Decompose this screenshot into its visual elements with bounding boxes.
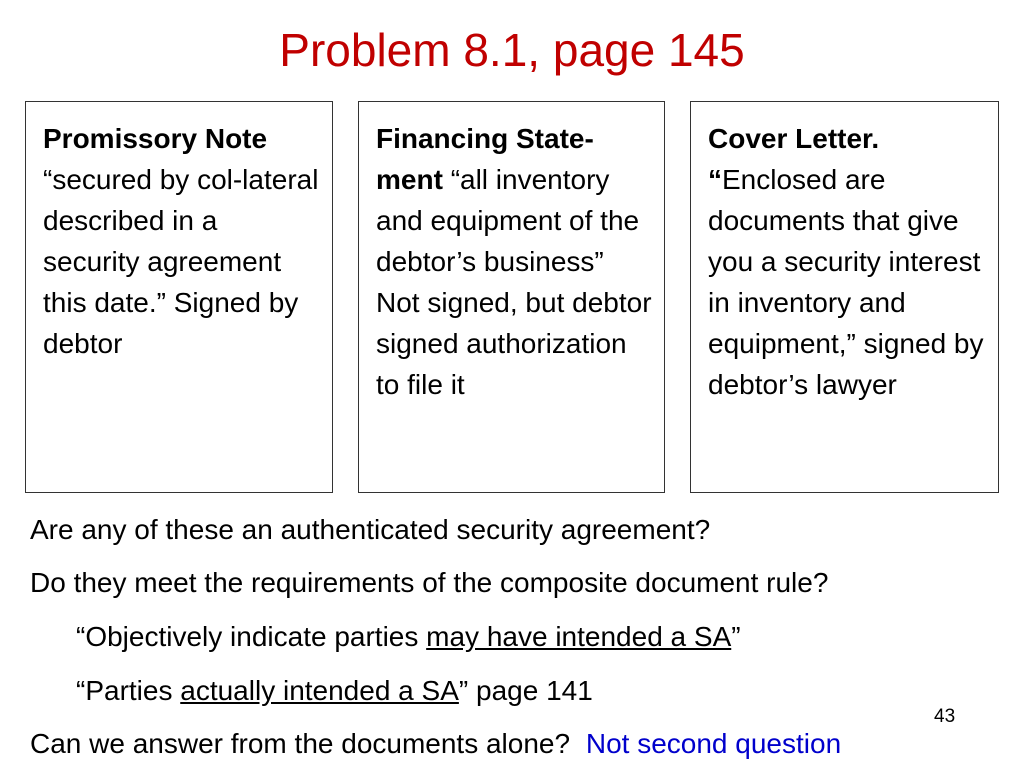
cover-letter-box	[690, 101, 999, 493]
page-number: 43	[934, 706, 956, 727]
sub-point-2-prefix: “Parties	[76, 675, 181, 706]
cover-letter-open-quote: “	[708, 164, 722, 195]
promissory-note-text: “secured by col-lateral described in a security agreement this date.” Signed by debtor	[43, 164, 319, 359]
question-authenticated-sa: Are any of these an authenticated security agreement?	[30, 514, 711, 545]
sub-point-2-suffix: ” page 141	[458, 675, 593, 706]
sub-point-actually-intended	[76, 673, 593, 709]
sub-point-1-prefix: “Objectively indicate parties	[76, 621, 427, 652]
cover-letter-heading: Cover Letter.	[708, 123, 880, 154]
slide-title: Problem 8.1, page 145	[279, 24, 745, 76]
sub-point-may-have-intended	[76, 619, 741, 655]
question-3-text: Can we answer from the documents alone?	[30, 728, 571, 759]
sub-point-1-underlined: may have intended a SA	[426, 621, 732, 652]
promissory-note-box	[25, 101, 333, 493]
cover-letter-text: Enclosed are documents that give you a security interest in inventory and equipment,” signed by debtor’s lawyer	[708, 164, 984, 400]
question-documents-alone	[30, 726, 841, 762]
sub-point-1-suffix: ”	[731, 621, 741, 652]
financing-statement-box	[358, 101, 665, 493]
promissory-note-heading: Promissory Note	[43, 123, 268, 154]
question-composite-rule: Do they meet the requirements of the composite document rule?	[30, 567, 829, 598]
financing-statement-heading: Financing State-ment	[376, 123, 594, 195]
question-3-answer: Not second question	[585, 728, 842, 759]
sub-point-2-underlined: actually intended a SA	[180, 675, 459, 706]
financing-statement-text: “all inventory and equipment of the debtor’s business” Not signed, but debtor signed authorization to file it	[376, 164, 652, 400]
